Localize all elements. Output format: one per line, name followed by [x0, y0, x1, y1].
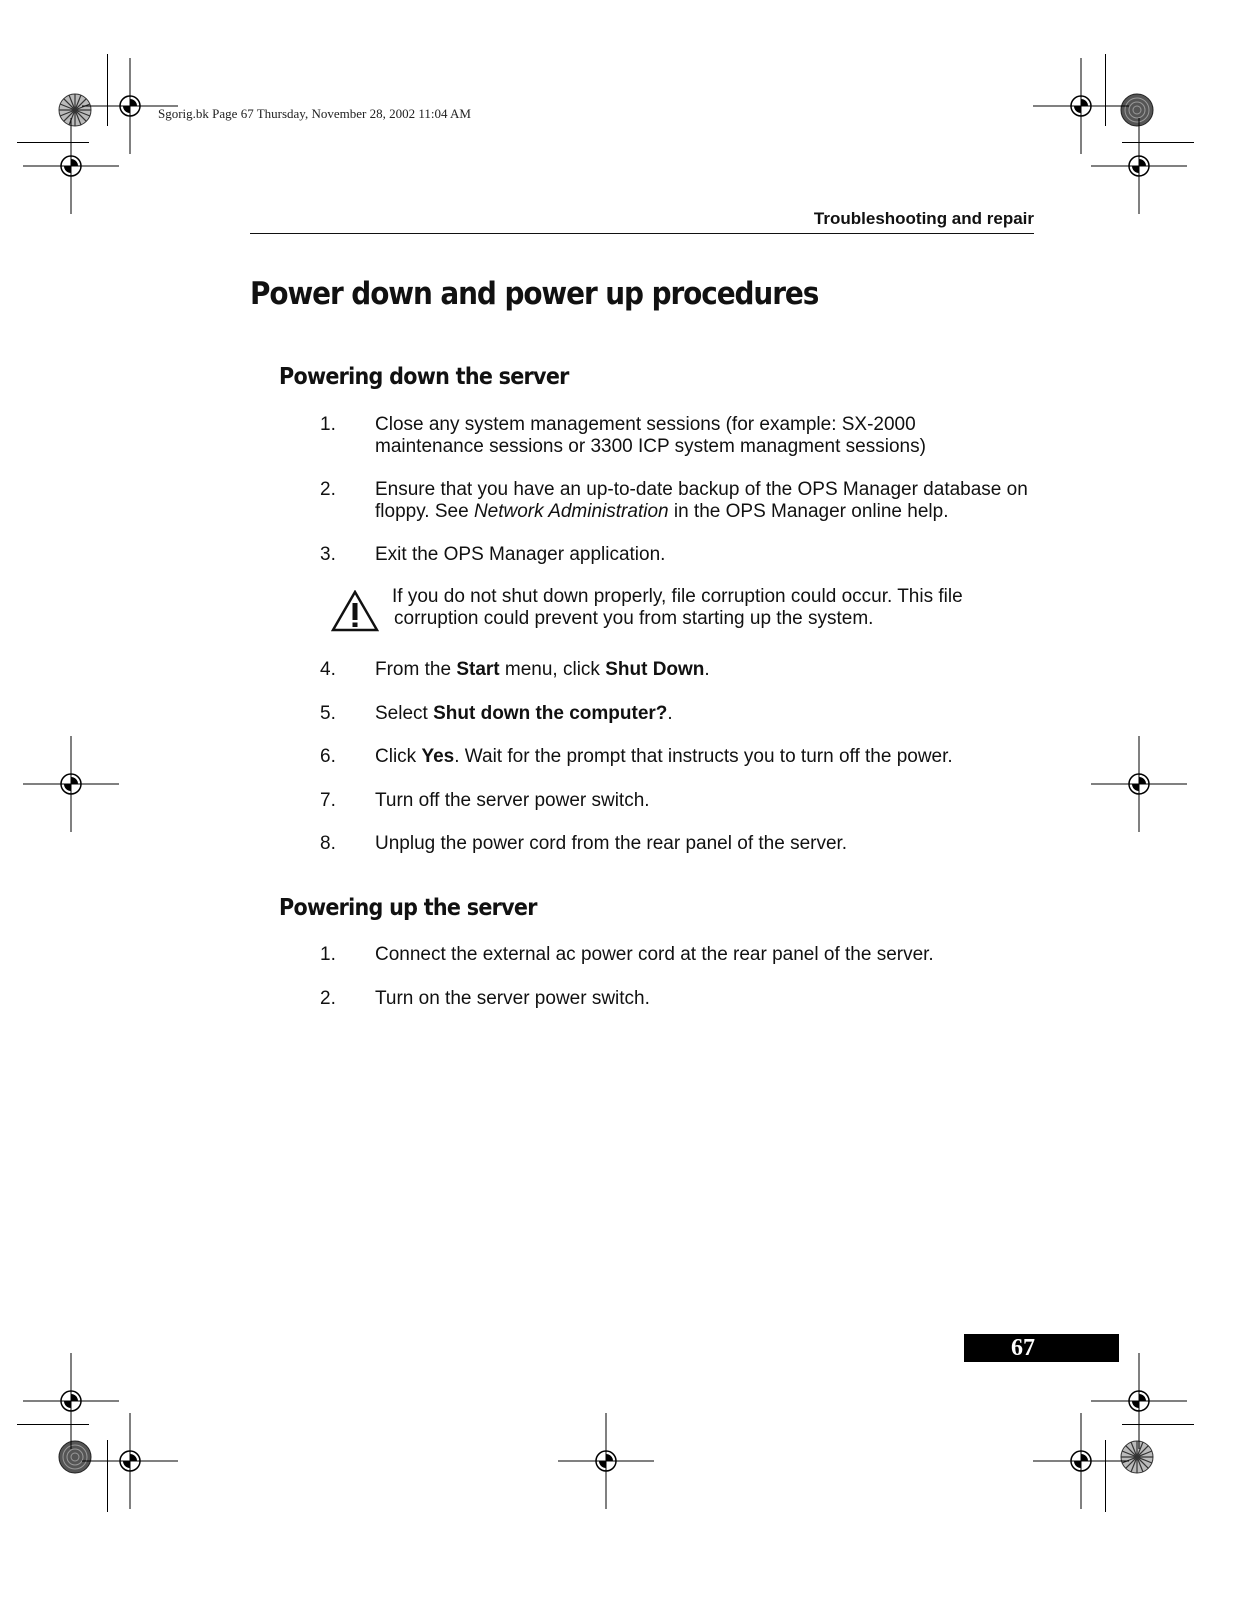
page-title: Power down and power up procedures	[250, 276, 819, 312]
step-number: 8.	[320, 833, 336, 854]
step-text-segment: .	[667, 703, 673, 724]
step-text-segment: . Wait for the prompt that instructs you to turn off the power.	[454, 746, 953, 767]
ui-term-shut-down-computer: Shut down the computer?	[433, 703, 668, 724]
section-title-powering-up: Powering up the server	[279, 895, 537, 921]
step-text-segment: menu, click	[499, 659, 606, 680]
list-item	[320, 659, 1040, 681]
page-number: 67	[1011, 1335, 1035, 1361]
running-header: Troubleshooting and repair	[813, 209, 1034, 228]
list-item	[320, 944, 1040, 966]
step-text-segment: Select	[375, 703, 434, 724]
list-item	[320, 414, 1040, 458]
doc-reference: Network Administration	[473, 501, 669, 522]
step-text	[375, 414, 1045, 458]
registration-mark-icon	[558, 1413, 654, 1509]
step-text	[375, 659, 1045, 681]
step-number: 6.	[320, 746, 336, 767]
step-number: 2.	[320, 479, 336, 500]
step-text-segment: .	[704, 659, 710, 680]
list-item	[320, 988, 1040, 1010]
printer-slug: Sgorig.bk Page 67 Thursday, November 28, 2002 11:04 AM	[158, 106, 471, 121]
step-text-segment: Click	[375, 746, 422, 767]
registration-mark-icon	[23, 736, 119, 832]
ui-term-yes: Yes	[421, 746, 455, 767]
step-text	[375, 703, 1045, 725]
registration-mark-icon	[23, 118, 119, 214]
caution-triangle-icon	[331, 590, 379, 632]
list-item	[320, 746, 1040, 768]
step-number: 7.	[320, 790, 336, 811]
step-number: 3.	[320, 544, 336, 565]
list-item	[320, 479, 1040, 523]
step-text	[375, 746, 1045, 768]
step-text-line: maintenance sessions or 3300 ICP system managment sessions)	[375, 436, 926, 457]
step-text-segment: From the	[375, 659, 457, 680]
registration-mark-icon	[1091, 118, 1187, 214]
registration-mark-icon	[1033, 1413, 1129, 1509]
step-text-line: Close any system management sessions (for example: SX-2000	[375, 414, 916, 435]
ui-term-start: Start	[456, 659, 500, 680]
step-text: Turn off the server power switch.	[375, 790, 650, 811]
step-number: 2.	[320, 988, 336, 1009]
ui-term-shut-down: Shut Down	[605, 659, 705, 680]
caution-line: corruption could prevent you from starting up the system.	[394, 608, 874, 629]
section-title-powering-down: Powering down the server	[279, 364, 569, 390]
list-item	[320, 703, 1040, 725]
step-text	[375, 479, 1045, 523]
step-text: Turn on the server power switch.	[375, 988, 650, 1009]
step-text: Connect the external ac power cord at the rear panel of the server.	[375, 944, 934, 965]
step-text-segment: in the OPS Manager online help.	[668, 501, 949, 522]
step-text-segment: Ensure that you have an up-to-date backup of the OPS Manager database on floppy. See	[375, 479, 1028, 522]
step-text: Unplug the power cord from the rear panel of the server.	[375, 833, 848, 854]
step-text: Exit the OPS Manager application.	[375, 544, 666, 565]
registration-mark-icon	[1091, 736, 1187, 832]
list-item	[320, 790, 1040, 812]
header-divider	[250, 233, 1034, 234]
step-number: 1.	[320, 414, 336, 435]
registration-mark-icon	[82, 1413, 178, 1509]
step-number: 5.	[320, 703, 336, 724]
step-number: 4.	[320, 659, 336, 680]
caution-line: If you do not shut down properly, file corruption could occur. This file	[392, 586, 963, 607]
list-item	[320, 544, 1040, 566]
caution-text	[392, 586, 1032, 630]
step-number: 1.	[320, 944, 336, 965]
list-item	[320, 833, 1040, 855]
